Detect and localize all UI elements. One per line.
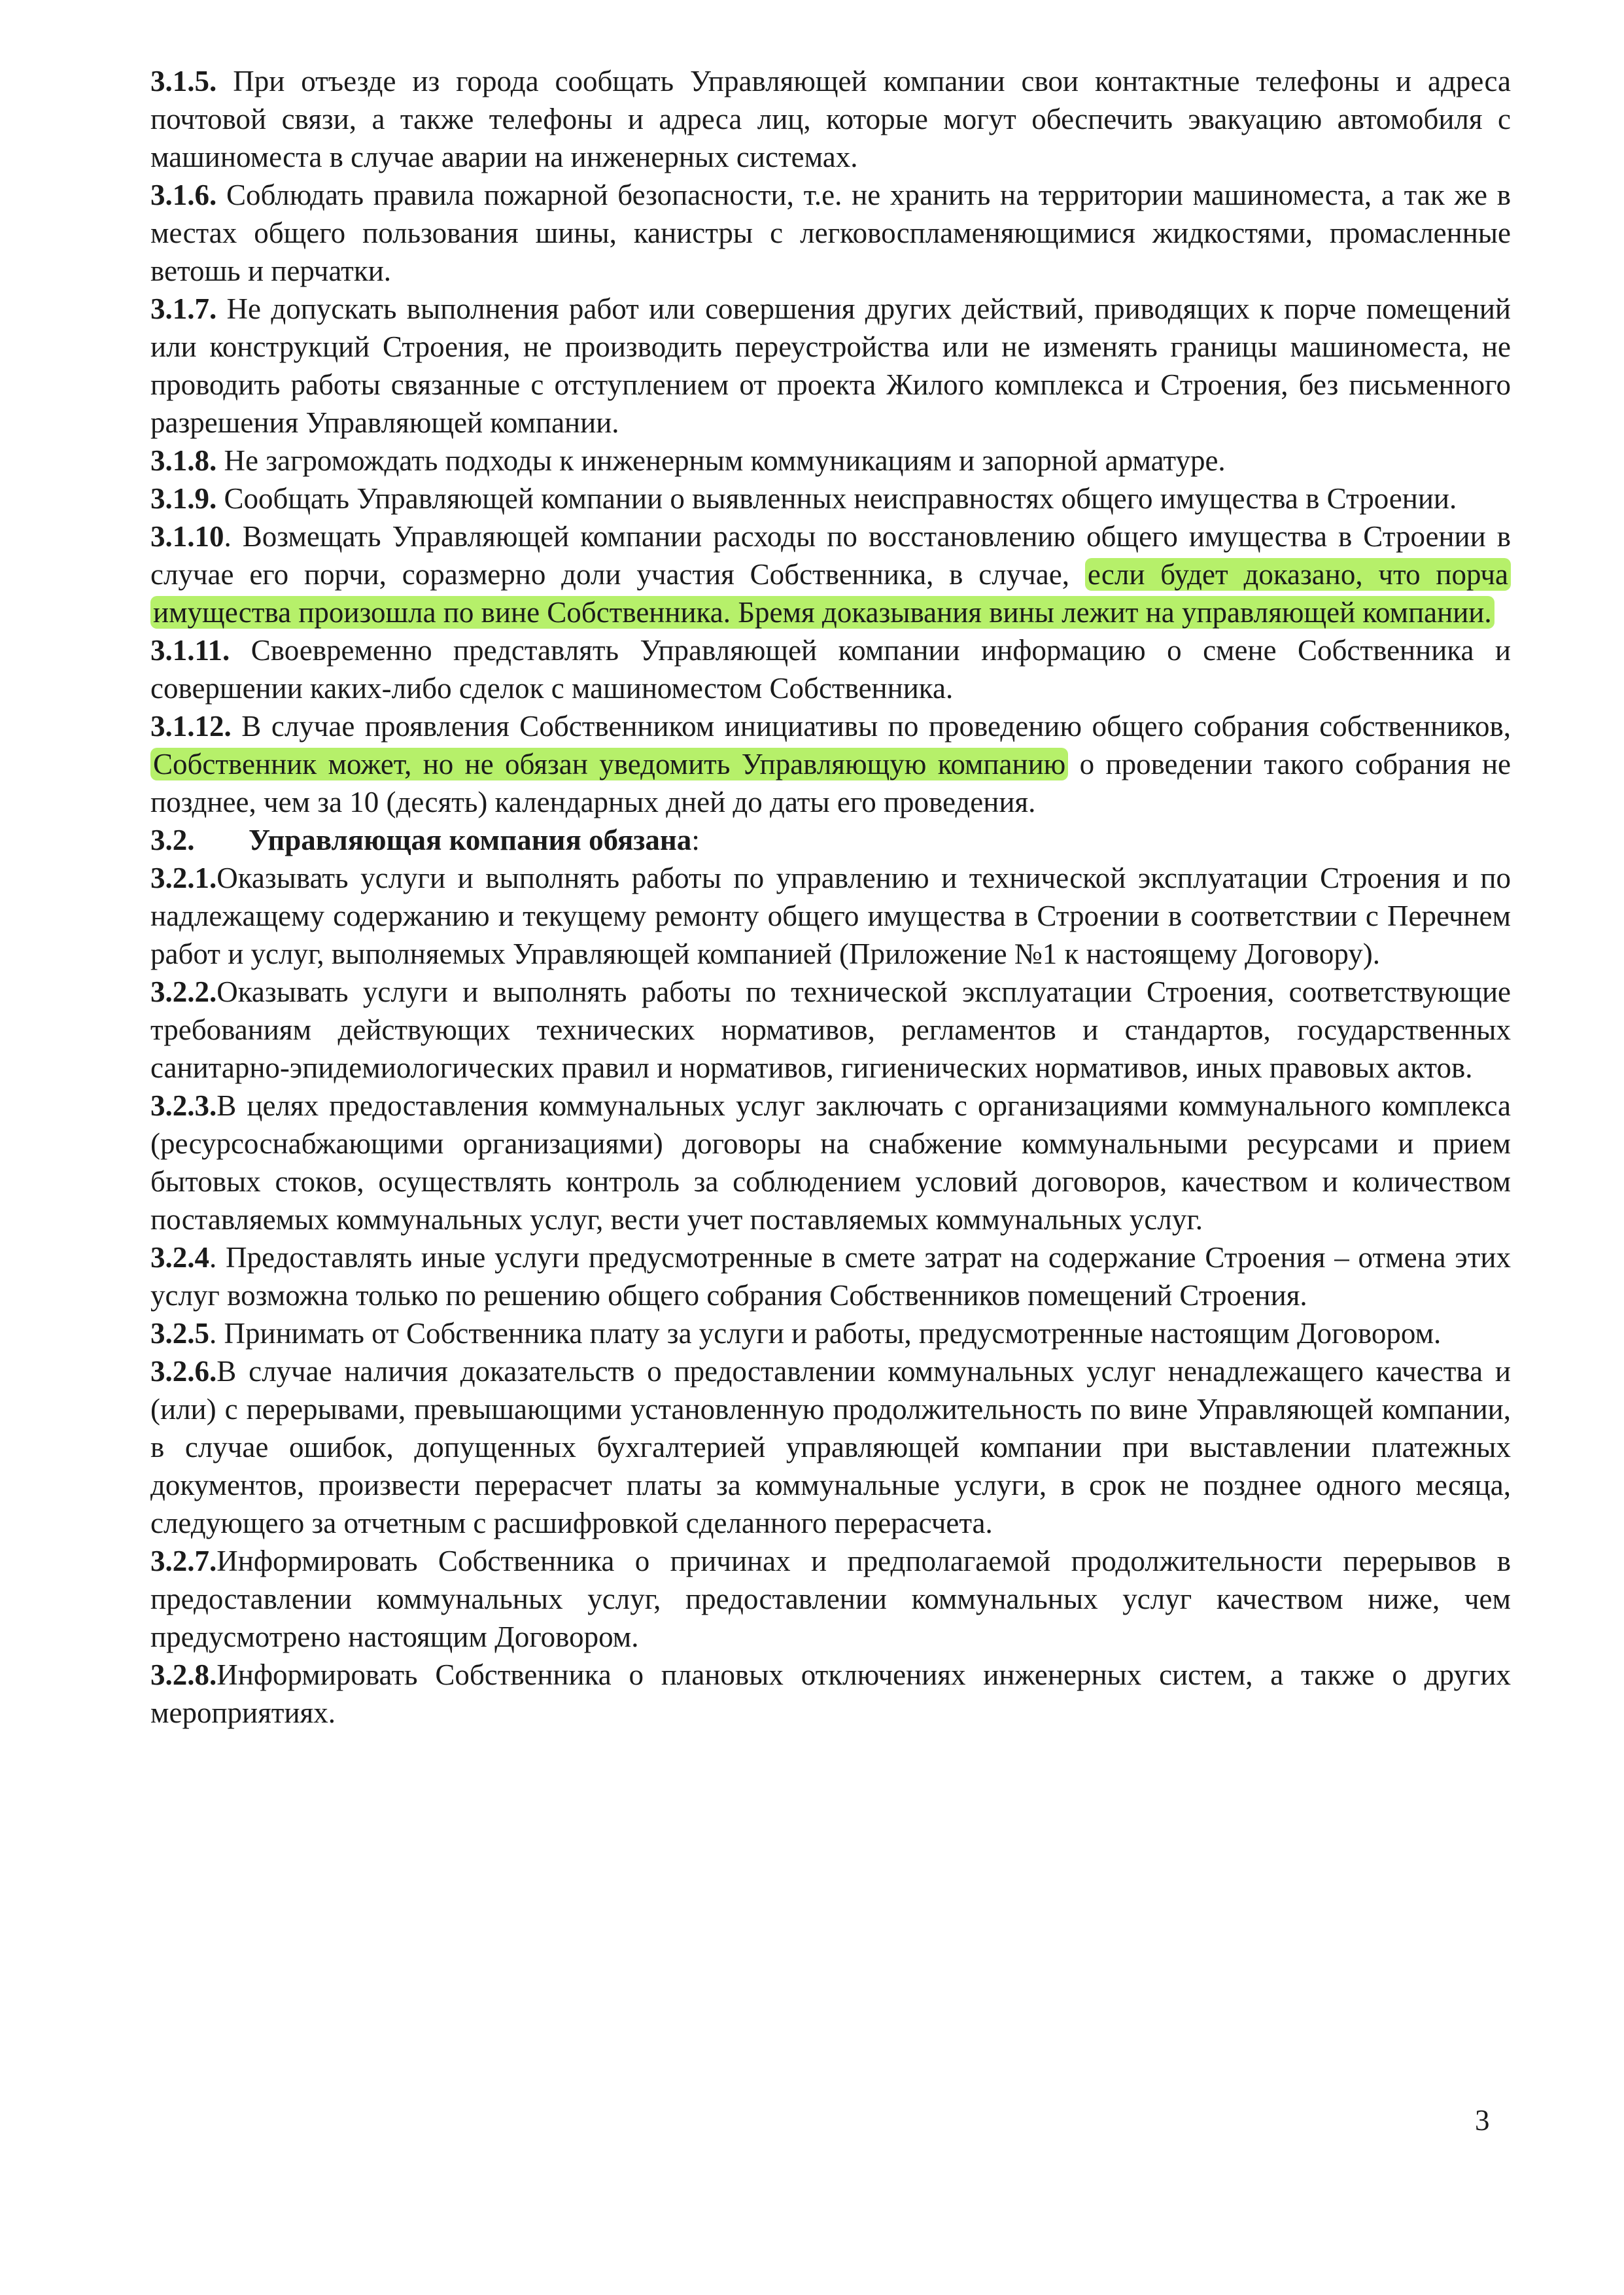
clause-number: 3.1.12. [150, 710, 232, 743]
clause-text: В случае проявления Собственником инициативы по проведению общего собрания собственников, [231, 710, 1511, 743]
section-heading-3-2 [150, 821, 1511, 859]
section-suffix: : [691, 824, 700, 856]
highlighted-text: Собственник может, но не обязан уведомить Управляющую компанию [150, 748, 1068, 780]
clause-3-1-7 [150, 290, 1511, 442]
clause-3-1-9 [150, 480, 1511, 517]
clause-number: 3.2.8. [150, 1658, 217, 1691]
clause-number: 3.2.3. [150, 1089, 217, 1122]
clause-3-2-6 [150, 1352, 1511, 1542]
clause-text-continued: о проведении такого собрания не позднее, чем за 10 (десять) календарных дней до даты его проведения. [150, 748, 1511, 818]
clause-3-1-5 [150, 62, 1511, 176]
clause-text: При отъезде из города сообщать Управляющей компании свои контактные телефоны и адреса почтовой связи, а также телефоны и адреса лиц, которые могут обеспечить эвакуацию автомобиля с машиноместа в случае аварии на инженерных системах. [150, 65, 1511, 173]
clause-text: Своевременно представлять Управляющей компании информацию о смене Собственника и совершении каких-либо сделок с машиноместом Собственника. [150, 634, 1511, 705]
clause-text: В целях предоставления коммунальных услуг заключать с организациями коммунального комплекса (ресурсоснабжающими организациями) договоры на снабжение коммунальными ресурсами и прием бытовых стоков, осуществлять контроль за соблюдением условий договоров, качеством и количеством поставляемых коммунальных услуг, вести учет поставляемых коммунальных услуг. [150, 1089, 1511, 1236]
clause-3-1-6 [150, 176, 1511, 290]
clause-number: 3.1.6. [150, 179, 217, 211]
page-number: 3 [1475, 2104, 1490, 2137]
clause-number: 3.1.8. [150, 444, 217, 477]
clause-3-2-3 [150, 1087, 1511, 1238]
clause-text: Информировать Собственника о плановых отключениях инженерных систем, а также о других мероприятиях. [150, 1658, 1511, 1729]
clause-3-2-5 [150, 1314, 1511, 1352]
clause-3-1-11 [150, 631, 1511, 707]
clause-text: Соблюдать правила пожарной безопасности, т.е. не хранить на территории машиноместа, а так же в местах общего пользования шины, канистры с легковоспламеняющимися жидкостями, промасленные ветошь и перчатки. [150, 179, 1511, 287]
clause-text: Оказывать услуги и выполнять работы по технической эксплуатации Строения, соответствующие требованиям действующих технических нормативов, регламентов и стандартов, государственных санитарно-эпидемиологических правил и нормативов, гигиенических нормативов, иных правовых актов. [150, 975, 1511, 1084]
clause-number: 3.1.9. [150, 482, 217, 515]
clause-3-2-4 [150, 1238, 1511, 1314]
clause-3-2-8 [150, 1656, 1511, 1732]
clause-text: . Возмещать Управляющей компании расходы по восстановлению общего имущества в Строении в случае его порчи, соразмерно доли участия Собственника, в случае, [150, 520, 1511, 591]
clause-text: Сообщать Управляющей компании о выявленных неисправностях общего имущества в Строении. [216, 482, 1457, 515]
clause-3-1-10 [150, 517, 1511, 631]
clause-number: 3.1.11. [150, 634, 230, 667]
clause-text: Не загромождать подходы к инженерным коммуникациям и запорной арматуре. [216, 444, 1226, 477]
clause-text: Не допускать выполнения работ или совершения других действий, приводящих к порче помещений или конструкций Строения, не производить переустройства или не изменять границы машиноместа, не проводить работы связанные с отступлением от проекта Жилого комплекса и Строения, без письменного разрешения Управляющей компании. [150, 292, 1511, 439]
clause-text: . Предоставлять иные услуги предусмотренные в смете затрат на содержание Строения – отмена этих услуг возможна только по решению общего собрания Собственников помещений Строения. [150, 1241, 1511, 1312]
clause-number: 3.2.6. [150, 1355, 217, 1388]
clause-number: 3.2.2. [150, 975, 217, 1008]
clause-text: Оказывать услуги и выполнять работы по управлению и технической эксплуатации Строения и по надлежащему содержанию и текущему ремонту общего имущества в Строении в соответствии с Перечнем работ и услуг, выполняемых Управляющей компанией (Приложение №1 к настоящему Договору). [150, 862, 1511, 970]
clause-number: 3.2.5 [150, 1317, 209, 1350]
clause-3-1-8 [150, 442, 1511, 480]
clause-3-1-12 [150, 707, 1511, 821]
highlighted-text: если будет доказано, что порча имущества произошла по вине Собственника. Бремя доказывания вины лежит на управляющей компании. [150, 558, 1511, 629]
section-title: Управляющая компания обязана [249, 824, 692, 856]
clause-text: . Принимать от Собственника плату за услуги и работы, предусмотренные настоящим Договором. [209, 1317, 1442, 1350]
clause-text: Информировать Собственника о причинах и предполагаемой продолжительности перерывов в предоставлении коммунальных услуг, предоставлении коммунальных услуг качеством ниже, чем предусмотрено настоящим Договором. [150, 1545, 1511, 1653]
section-number: 3.2. [150, 824, 195, 856]
clause-number: 3.1.5. [150, 65, 217, 97]
clause-text: В случае наличия доказательств о предоставлении коммунальных услуг ненадлежащего качества и (или) с перерывами, превышающими установленную продолжительность по вине Управляющей компании, в случае ошибок, допущенных бухгалтерией управляющей компании при выставлении платежных документов, произвести перерасчет платы за коммунальные услуги, в срок не позднее одного месяца, следующего за отчетным с расшифровкой сделанного перерасчета. [150, 1355, 1511, 1539]
clause-number: 3.2.7. [150, 1545, 217, 1577]
clause-number: 3.1.7. [150, 292, 217, 325]
clause-number: 3.1.10 [150, 520, 224, 553]
clause-3-2-7 [150, 1542, 1511, 1656]
clause-3-2-1 [150, 859, 1511, 973]
clause-number: 3.2.4 [150, 1241, 209, 1274]
clause-number: 3.2.1. [150, 862, 217, 894]
document-page [150, 62, 1511, 1732]
clause-3-2-2 [150, 973, 1511, 1087]
